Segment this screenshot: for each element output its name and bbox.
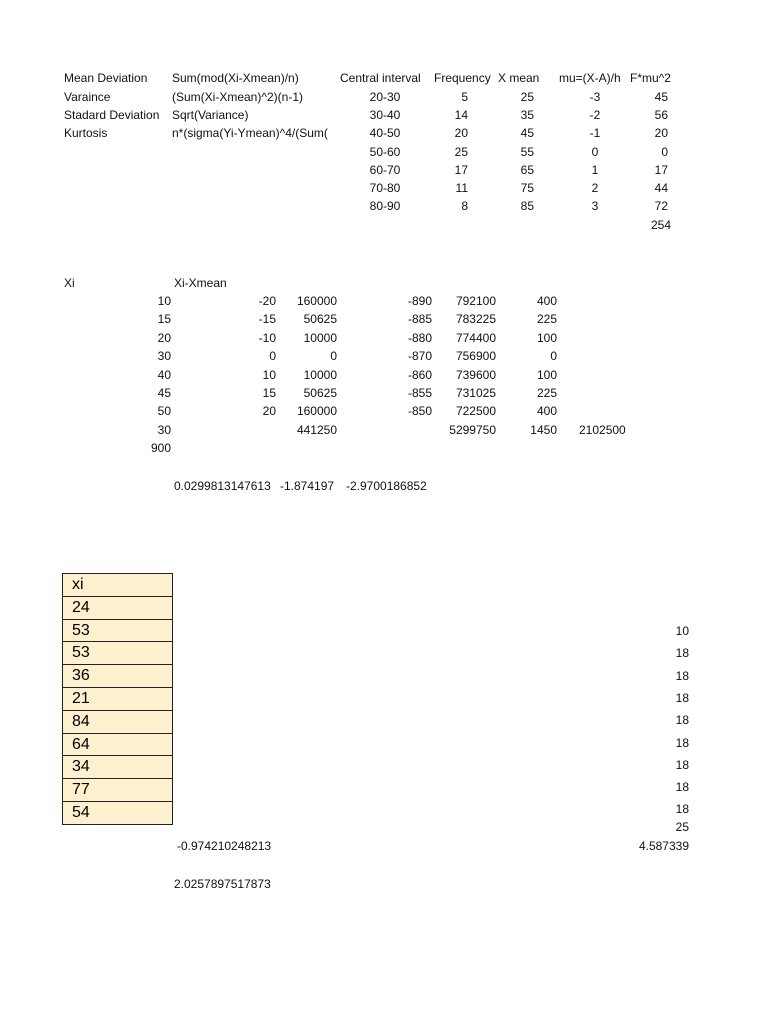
xi-list-cell[interactable]: 24	[63, 597, 172, 620]
frequency-cell: 17	[454, 162, 468, 177]
header-mu: mu=(X-A)/h	[559, 71, 621, 85]
xi-sum: 900	[150, 441, 171, 455]
xmean-cell: 85	[520, 199, 534, 214]
header-fmu2: F*mu^2	[630, 71, 671, 85]
dev-cell: -10	[258, 330, 276, 345]
dsq-cell: 400	[536, 404, 557, 419]
d2-cell: -850	[407, 404, 432, 419]
header-xmean: X mean	[498, 71, 540, 85]
fmu2-cell: 20	[654, 126, 668, 141]
xi-total: 30	[157, 423, 171, 437]
frequency-cell: 14	[454, 108, 468, 123]
d2sq-cell: 731025	[455, 386, 496, 400]
xi-list-cell[interactable]: 84	[63, 711, 172, 734]
result-2: -1.874197	[280, 479, 335, 493]
header-frequency: Frequency	[434, 71, 491, 85]
mu-cell: 0	[591, 144, 599, 159]
d2-cell: -860	[407, 367, 432, 382]
interval-cell: 80-90	[369, 199, 401, 214]
dsq-cell: 0	[550, 349, 557, 364]
variance-label: Varaince	[64, 90, 111, 104]
right-column-value: 25	[675, 820, 689, 834]
result-3: -2.9700186852	[346, 479, 427, 493]
xi-list-cell[interactable]: 64	[63, 734, 172, 757]
frequency-cell: 20	[454, 126, 468, 141]
dev4-cell: 50625	[303, 312, 337, 327]
mu-cell: 1	[591, 162, 599, 177]
dev-cell: 10	[262, 367, 276, 382]
right-column-value: 18	[675, 668, 689, 683]
right-column-value: 10	[675, 624, 689, 638]
dsq-cell: 100	[536, 367, 557, 382]
bottom-value-1: -0.974210248213	[177, 839, 272, 853]
xi-cell: 15	[157, 312, 171, 327]
kurtosis-label: Kurtosis	[64, 126, 108, 140]
dev-cell: -20	[258, 294, 276, 308]
interval-cell: 50-60	[369, 144, 401, 159]
mu-cell: -3	[589, 90, 601, 104]
d2sq-cell: 756900	[455, 349, 496, 364]
interval-cell: 70-80	[369, 181, 401, 195]
frequency-cell: 5	[461, 90, 468, 104]
dev-cell: 20	[262, 404, 276, 419]
dev-cell: 15	[262, 386, 276, 400]
dev4-cell: 0	[330, 349, 337, 364]
d2-cell: -890	[407, 294, 432, 308]
result-1: 0.0299813147613	[174, 479, 271, 493]
xi-cell: 40	[157, 367, 171, 382]
dev4-cell: 160000	[296, 294, 337, 308]
xi-list-cell[interactable]: 53	[63, 642, 172, 665]
xi-list	[62, 573, 173, 825]
right-column-value: 18	[675, 690, 689, 705]
right-column-value: 18	[675, 735, 689, 750]
mu-cell: -1	[589, 126, 601, 141]
d2-cell: -880	[407, 330, 432, 345]
right-column-value: 18	[675, 646, 689, 661]
right-column-value: 18	[675, 802, 689, 817]
bottom-value-2: 4.587339	[638, 839, 689, 853]
dev4-total: 441250	[296, 423, 337, 437]
xi-list-cell[interactable]: 36	[63, 665, 172, 688]
xi-list-cell[interactable]: 34	[63, 756, 172, 779]
mu-cell: 3	[591, 199, 599, 214]
d2sq-cell: 774400	[455, 330, 496, 345]
d2sq-total: 5299750	[449, 423, 496, 437]
mu-cell: -2	[589, 108, 601, 123]
d2sq-cell: 722500	[455, 404, 496, 419]
std-dev-formula: Sqrt(Variance)	[172, 108, 249, 122]
fmu2-cell: 56	[654, 108, 668, 123]
mu-cell: 2	[591, 181, 599, 195]
d2sq-cell: 783225	[455, 312, 496, 327]
d2-cell: -855	[407, 386, 432, 400]
mean-deviation-formula: Sum(mod(Xi-Xmean)/n)	[172, 71, 299, 85]
dsq-cell: 100	[536, 330, 557, 345]
fmu2-cell: 72	[654, 199, 668, 214]
dsq-cell: 400	[536, 294, 557, 308]
dev4-cell: 10000	[303, 330, 337, 345]
xi-list-cell[interactable]: 21	[63, 688, 172, 711]
fmu2-cell: 0	[661, 144, 668, 159]
right-column-value: 18	[675, 780, 689, 795]
d2-cell: -870	[407, 349, 432, 364]
d2sq-cell: 739600	[455, 367, 496, 382]
interval-cell: 30-40	[369, 108, 401, 123]
d2-cell: -885	[407, 312, 432, 327]
dsq-cell: 225	[536, 312, 557, 327]
xi-cell: 50	[157, 404, 171, 419]
frequency-cell: 8	[461, 199, 468, 214]
xi-list-cell[interactable]: 53	[63, 620, 172, 643]
xmean-cell: 55	[520, 144, 534, 159]
right-column-value: 18	[675, 757, 689, 772]
bottom-value-3: 2.0257897517873	[174, 877, 271, 891]
frequency-cell: 11	[455, 181, 468, 195]
interval-cell: 60-70	[369, 162, 401, 177]
fmu2-cell: 45	[654, 90, 668, 104]
dev-cell: 0	[269, 349, 276, 364]
fmu2-cell: 17	[654, 162, 668, 177]
xmean-cell: 35	[520, 108, 534, 123]
dsq-total: 1450	[530, 423, 557, 437]
xi-list-cell[interactable]: 54	[72, 803, 90, 821]
xmean-cell: 65	[520, 162, 534, 177]
dev4-cell: 10000	[303, 367, 337, 382]
fmu2-cell: 44	[654, 181, 668, 195]
fmu2-total: 254	[650, 218, 671, 232]
std-dev-label: Stadard Deviation	[64, 108, 160, 122]
dev4-cell: 50625	[303, 386, 337, 400]
extra-total: 2102500	[579, 423, 626, 437]
xi-cell: 45	[157, 386, 171, 400]
dev-cell: -15	[258, 312, 276, 327]
interval-cell: 20-30	[369, 90, 401, 104]
xi-header: Xi	[64, 276, 75, 290]
d2sq-cell: 792100	[455, 294, 496, 308]
xi-xmean-header: Xi-Xmean	[174, 276, 227, 290]
header-central-interval: Central interval	[340, 71, 421, 85]
xi-list-cell[interactable]: 77	[63, 779, 172, 802]
frequency-cell: 25	[454, 144, 468, 159]
right-column-value: 18	[675, 713, 689, 728]
mean-deviation-label: Mean Deviation	[64, 71, 148, 85]
xmean-cell: 45	[520, 126, 534, 141]
dsq-cell: 225	[536, 386, 557, 400]
xi-cell: 10	[157, 294, 171, 308]
xmean-cell: 25	[520, 90, 534, 104]
xmean-cell: 75	[520, 181, 534, 195]
dev4-cell: 160000	[296, 404, 337, 419]
interval-cell: 40-50	[369, 126, 401, 141]
kurtosis-formula: n*(sigma(Yi-Ymean)^4/(Sum(	[172, 126, 328, 140]
xi-cell: 30	[157, 349, 171, 364]
variance-formula: (Sum(Xi-Xmean)^2)(n-1)	[172, 90, 303, 104]
xi-cell: 20	[157, 330, 171, 345]
xi-list-header[interactable]: xi	[63, 574, 172, 597]
